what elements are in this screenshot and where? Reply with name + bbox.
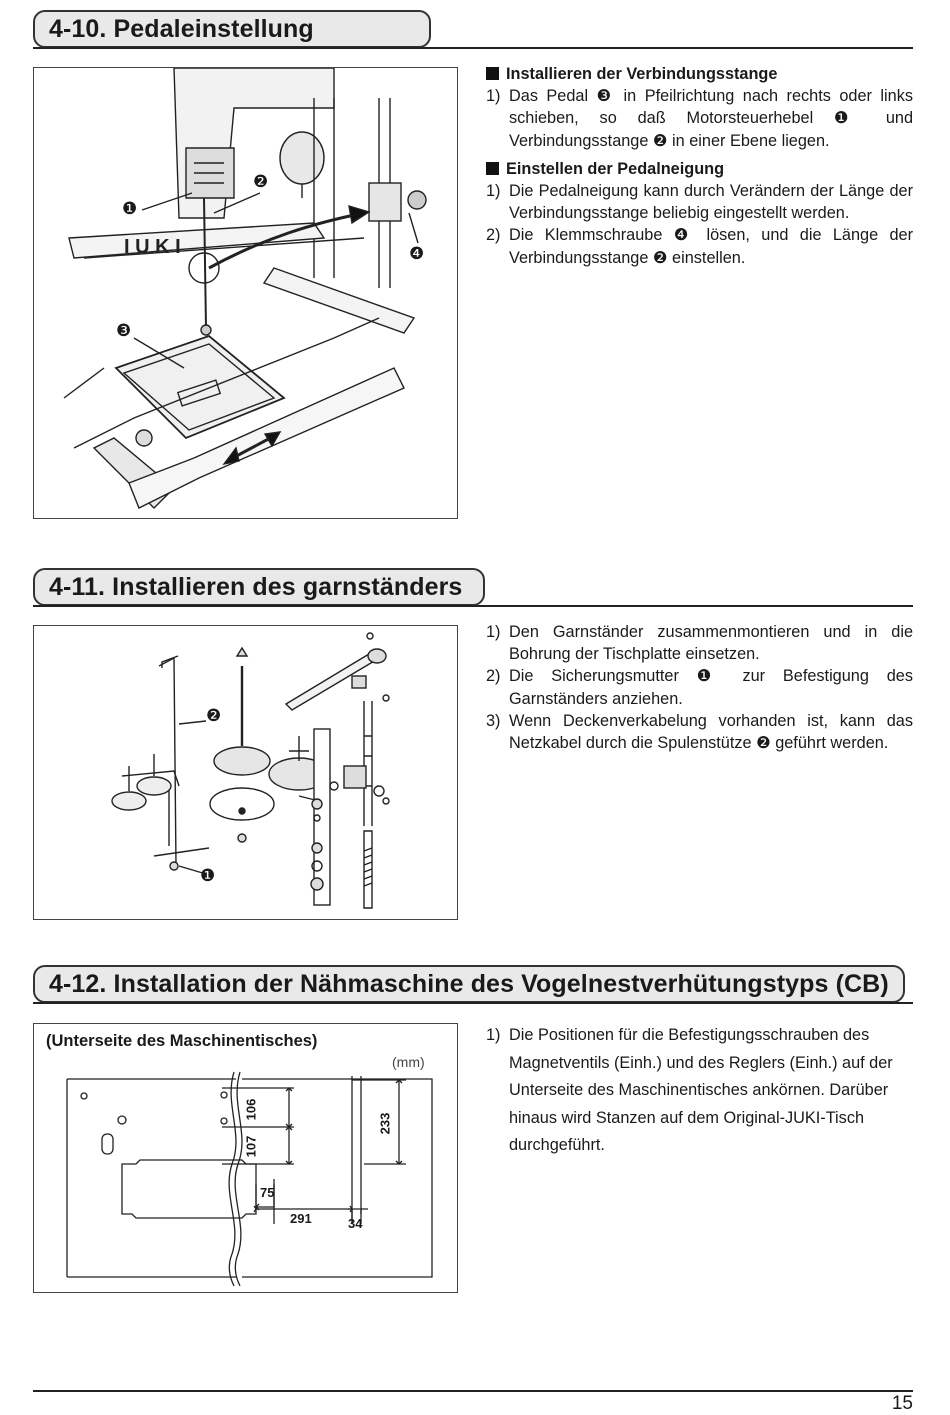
- list-item: 1) Das Pedal ❸ in Pfeilrichtung nach rechts oder links schieben, so daß Motorsteuerhebel ❶ und Verbindungsstange ❷ in einer Ebene liegen.: [486, 87, 913, 150]
- svg-text:I U K I: I U K I: [124, 236, 181, 258]
- list-item: 1) Die Pedalneigung kann durch Verändern der Länge der Verbindungsstange beliebig eingestellt werden.: [486, 182, 913, 223]
- callout-4: ❹: [409, 244, 425, 263]
- callout-3: ❸: [116, 321, 132, 340]
- list-item: 1) Die Positionen für die Befestigungsschrauben des Magnetventils (Einh.) und des Reglers (Einh.) auf der Unterseite des Maschinentisches ankörnen. Darüber hinaus wird Stanzen auf dem Original-JUKI-Tisch durchgeführt.: [486, 1026, 893, 1154]
- section-rule: [33, 47, 913, 49]
- subheading-pedal-incline: Einstellen der Pedalneigung: [486, 158, 913, 180]
- list-item: 3) Wenn Deckenverkabelung vorhanden ist, kann das Netzkabel durch die Spulenstütze ❷ geführt werden.: [486, 711, 913, 753]
- unit-label: (mm): [392, 1054, 425, 1070]
- dimension-233: 233: [377, 1112, 393, 1135]
- dimension-34: 34: [348, 1216, 363, 1231]
- dimension-75: 75: [260, 1185, 275, 1200]
- list-item: 2) Die Sicherungsmutter ❶ zur Befestigung des Garnständers anziehen.: [486, 667, 913, 708]
- list-item: 1) Den Garnständer zusammenmontieren und in die Bohrung der Tischplatte einsetzen.: [486, 623, 913, 664]
- section-heading-4-10: 4-10. Pedaleinstellung: [33, 10, 431, 48]
- section-heading-4-11: 4-11. Installieren des garnständers: [33, 568, 485, 606]
- page-number: 15: [891, 1393, 913, 1414]
- callout-2: ❷: [253, 172, 269, 191]
- callout-2: ❷: [206, 706, 222, 725]
- thread-stand-instructions: [486, 621, 913, 754]
- footer-rule: [33, 1390, 913, 1392]
- section-rule: [33, 1002, 913, 1004]
- list-item: 2) Die Klemmschraube ❹ lösen, und die Länge der Verbindungsstange ❷ einstellen.: [486, 226, 913, 267]
- section-rule: [33, 605, 913, 607]
- thread-stand-figure: [33, 625, 458, 920]
- pedal-instructions: [486, 63, 913, 269]
- square-bullet-icon: [486, 162, 499, 175]
- callout-1: ❶: [200, 866, 216, 885]
- square-bullet-icon: [486, 67, 499, 80]
- dimension-107: 107: [243, 1135, 259, 1158]
- subheading-connecting-rod: Installieren der Verbindungsstange: [486, 63, 913, 85]
- dimension-106: 106: [243, 1098, 259, 1121]
- dimension-291: 291: [290, 1211, 312, 1226]
- section-heading-4-12: 4-12. Installation der Nähmaschine des Vogelnestverhütungstyps (CB): [33, 965, 905, 1003]
- table-underside-figure: [33, 1023, 458, 1293]
- figure-caption: (Unterseite des Maschinentisches): [46, 1032, 318, 1050]
- pedal-adjustment-figure: [33, 67, 458, 519]
- callout-1: ❶: [122, 199, 138, 218]
- cb-installation-instructions: [486, 1022, 913, 1160]
